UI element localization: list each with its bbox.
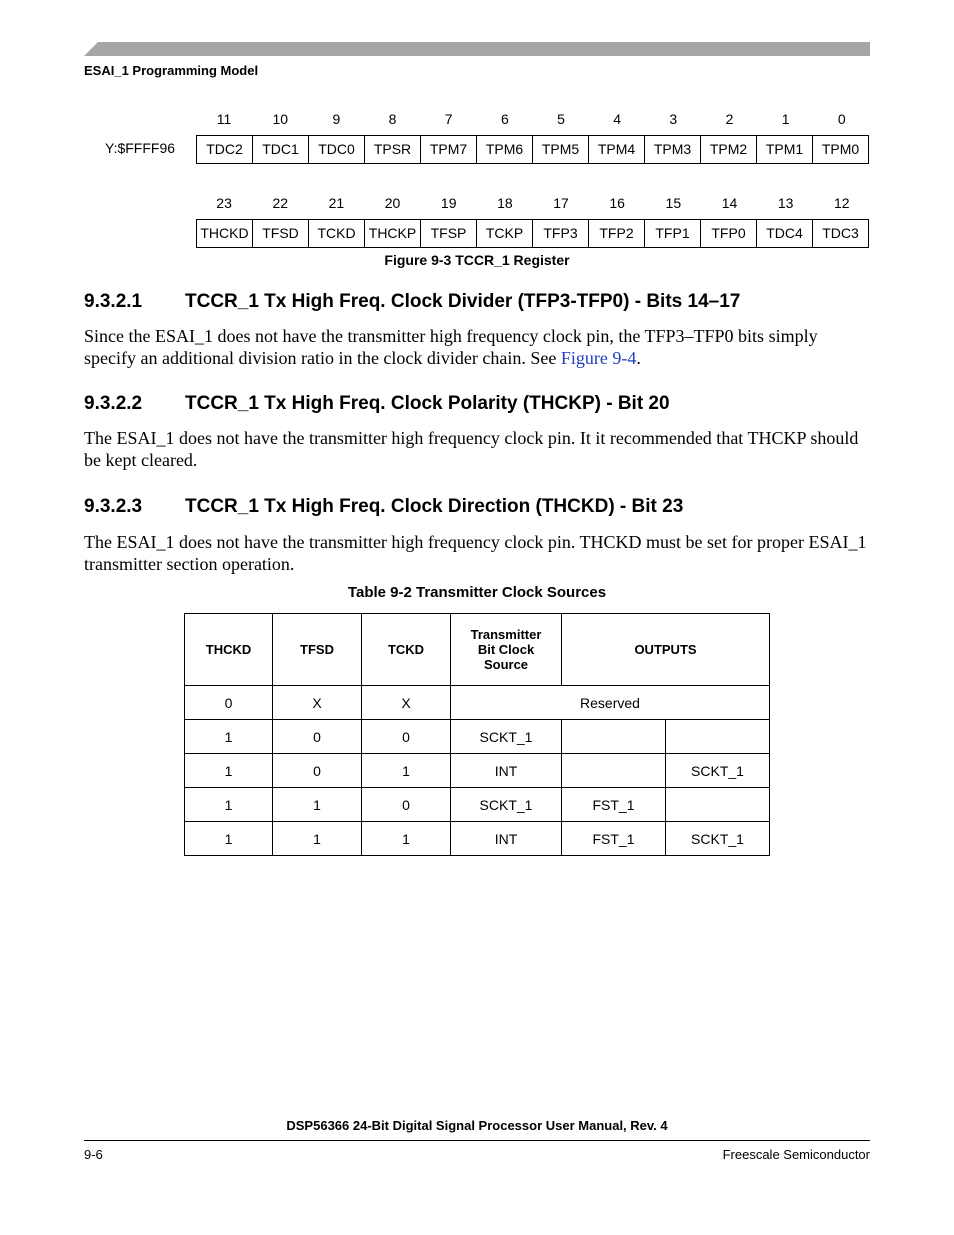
bit-number: 7 xyxy=(444,111,453,127)
table-row-reserved xyxy=(185,686,770,720)
section-body-9-3-2-2: The ESAI_1 does not have the transmitter high frequency clock pin. It it recommended that THCKP should be kept cleared. xyxy=(84,428,859,470)
register-field: TDC2 xyxy=(197,136,253,163)
table-header-row xyxy=(185,614,770,686)
cell-bit-clock-source: SCKT_1 xyxy=(451,788,562,822)
bit-number: 22 xyxy=(272,195,289,211)
section-number: 9.3.2.2 xyxy=(84,393,143,414)
cell-tckd: X xyxy=(362,686,451,720)
bit-number: 1 xyxy=(781,111,790,127)
bit-number: 2 xyxy=(725,111,734,127)
figure-link[interactable]: Figure 9-4 xyxy=(560,348,637,368)
cell-tfsd: 1 xyxy=(273,788,362,822)
bit-number: 13 xyxy=(777,195,794,211)
transmitter-clock-sources-table xyxy=(184,613,770,856)
cell-bit-clock-source: INT xyxy=(451,754,562,788)
table-caption: Table 9-2 Transmitter Clock Sources xyxy=(347,584,607,601)
header-bit-clock-source: Transmitter Bit Clock Source xyxy=(451,614,562,686)
body-text-end: . xyxy=(636,348,641,368)
register-field: TFP2 xyxy=(589,220,645,247)
register-field: TFSD xyxy=(253,220,309,247)
cell-tfsd: 0 xyxy=(273,720,362,754)
register-field: TDC0 xyxy=(309,136,365,163)
header-tckd: TCKD xyxy=(362,614,451,686)
bit-number: 20 xyxy=(384,195,401,211)
bit-number: 17 xyxy=(553,195,569,211)
bit-number: 18 xyxy=(497,195,513,211)
bit-number: 10 xyxy=(272,111,289,127)
section-body-9-3-2-1 xyxy=(84,325,874,369)
cell-tckd: 0 xyxy=(362,720,451,754)
register-field: THCKD xyxy=(197,220,253,247)
cell-tfsd: 1 xyxy=(273,822,362,856)
bit-number: 19 xyxy=(440,195,457,211)
cell-tckd: 0 xyxy=(362,788,451,822)
register-field: TPM7 xyxy=(421,136,477,163)
register-field: TPM2 xyxy=(701,136,757,163)
cell-thckd: 1 xyxy=(185,788,273,822)
cell-output-fs xyxy=(562,754,666,788)
cell-output-sck xyxy=(666,788,770,822)
bit-number: 6 xyxy=(500,111,509,127)
bit-number: 3 xyxy=(669,111,678,127)
cell-output-sck xyxy=(666,720,770,754)
section-number: 9.3.2.3 xyxy=(84,496,143,517)
cell-thckd: 0 xyxy=(185,686,273,720)
bit-number: 23 xyxy=(216,195,232,211)
bit-number: 21 xyxy=(328,195,345,211)
register-row-high xyxy=(196,219,869,248)
section-number: 9.3.2.1 xyxy=(84,291,143,312)
cell-tfsd: X xyxy=(273,686,362,720)
register-field: TCKP xyxy=(477,220,533,247)
cell-output-fs: FST_1 xyxy=(562,788,666,822)
register-field: TPM3 xyxy=(645,136,701,163)
register-field: TPM1 xyxy=(757,136,813,163)
section-heading-9-3-2-2 xyxy=(84,393,670,415)
header-bar xyxy=(84,42,870,56)
cell-reserved: Reserved xyxy=(451,686,770,720)
cell-thckd: 1 xyxy=(185,822,273,856)
body-text: Since the ESAI_1 does not have the transmitter high frequency clock pin, the TFP3–TFP0 bits simply specify an additional division ratio in the clock divider chain. See xyxy=(84,326,818,368)
register-field: TFP3 xyxy=(533,220,589,247)
bit-number: 4 xyxy=(613,111,622,127)
cell-tfsd: 0 xyxy=(273,754,362,788)
cell-output-fs: FST_1 xyxy=(562,822,666,856)
bit-number: 0 xyxy=(837,111,846,127)
section-heading-9-3-2-1 xyxy=(84,291,740,313)
register-address: Y:$FFFF96 xyxy=(105,140,176,156)
bit-number: 8 xyxy=(388,111,397,127)
bit-number: 9 xyxy=(332,111,341,127)
figure-caption: Figure 9-3 TCCR_1 Register xyxy=(384,252,570,268)
register-field: TFSP xyxy=(421,220,477,247)
cell-bit-clock-source: SCKT_1 xyxy=(451,720,562,754)
register-field: THCKP xyxy=(365,220,421,247)
register-field: TPM4 xyxy=(589,136,645,163)
running-head: ESAI_1 Programming Model xyxy=(84,63,259,78)
cell-output-sck: SCKT_1 xyxy=(666,822,770,856)
section-body-9-3-2-3: The ESAI_1 does not have the transmitter high frequency clock pin. THCKD must be set for proper ESAI_1 transmitter section operation. xyxy=(84,532,867,574)
page-number: 9-6 xyxy=(84,1147,103,1162)
bit-number: 12 xyxy=(834,195,850,211)
table-row xyxy=(185,754,770,788)
register-field: TPM0 xyxy=(813,136,869,163)
table-row xyxy=(185,788,770,822)
register-row-low xyxy=(196,135,869,164)
bit-number: 15 xyxy=(665,195,682,211)
register-field: TDC3 xyxy=(813,220,869,247)
header-thckd: THCKD xyxy=(185,614,273,686)
register-field: TDC4 xyxy=(757,220,813,247)
section-title: TCCR_1 Tx High Freq. Clock Direction (THCKD) - Bit 23 xyxy=(185,496,684,517)
register-field: TDC1 xyxy=(253,136,309,163)
cell-output-sck: SCKT_1 xyxy=(666,754,770,788)
footer-company: Freescale Semiconductor xyxy=(722,1147,870,1162)
section-title: TCCR_1 Tx High Freq. Clock Polarity (THCKP) - Bit 20 xyxy=(185,393,670,414)
header-tfsd: TFSD xyxy=(273,614,362,686)
cell-thckd: 1 xyxy=(185,720,273,754)
cell-bit-clock-source: INT xyxy=(451,822,562,856)
cell-tckd: 1 xyxy=(362,822,451,856)
cell-thckd: 1 xyxy=(185,754,273,788)
register-field: TPM5 xyxy=(533,136,589,163)
section-heading-9-3-2-3 xyxy=(84,496,683,518)
footer-title: DSP56366 24-Bit Digital Signal Processor User Manual, Rev. 4 xyxy=(286,1118,668,1133)
bit-number: 14 xyxy=(721,195,738,211)
bit-number: 11 xyxy=(216,111,232,127)
bit-number: 16 xyxy=(609,195,625,211)
bit-number: 5 xyxy=(557,111,565,127)
bit-number-row-low xyxy=(196,111,870,129)
footer-rule xyxy=(84,1140,870,1141)
section-title: TCCR_1 Tx High Freq. Clock Divider (TFP3-TFP0) - Bits 14–17 xyxy=(185,291,741,312)
register-field: TFP1 xyxy=(645,220,701,247)
bit-number-row-high xyxy=(196,195,870,213)
register-field: TCKD xyxy=(309,220,365,247)
register-field: TFP0 xyxy=(701,220,757,247)
header-outputs: OUTPUTS xyxy=(562,614,770,686)
cell-output-fs xyxy=(562,720,666,754)
cell-tckd: 1 xyxy=(362,754,451,788)
register-field: TPSR xyxy=(365,136,421,163)
table-row xyxy=(185,720,770,754)
register-field: TPM6 xyxy=(477,136,533,163)
table-row xyxy=(185,822,770,856)
